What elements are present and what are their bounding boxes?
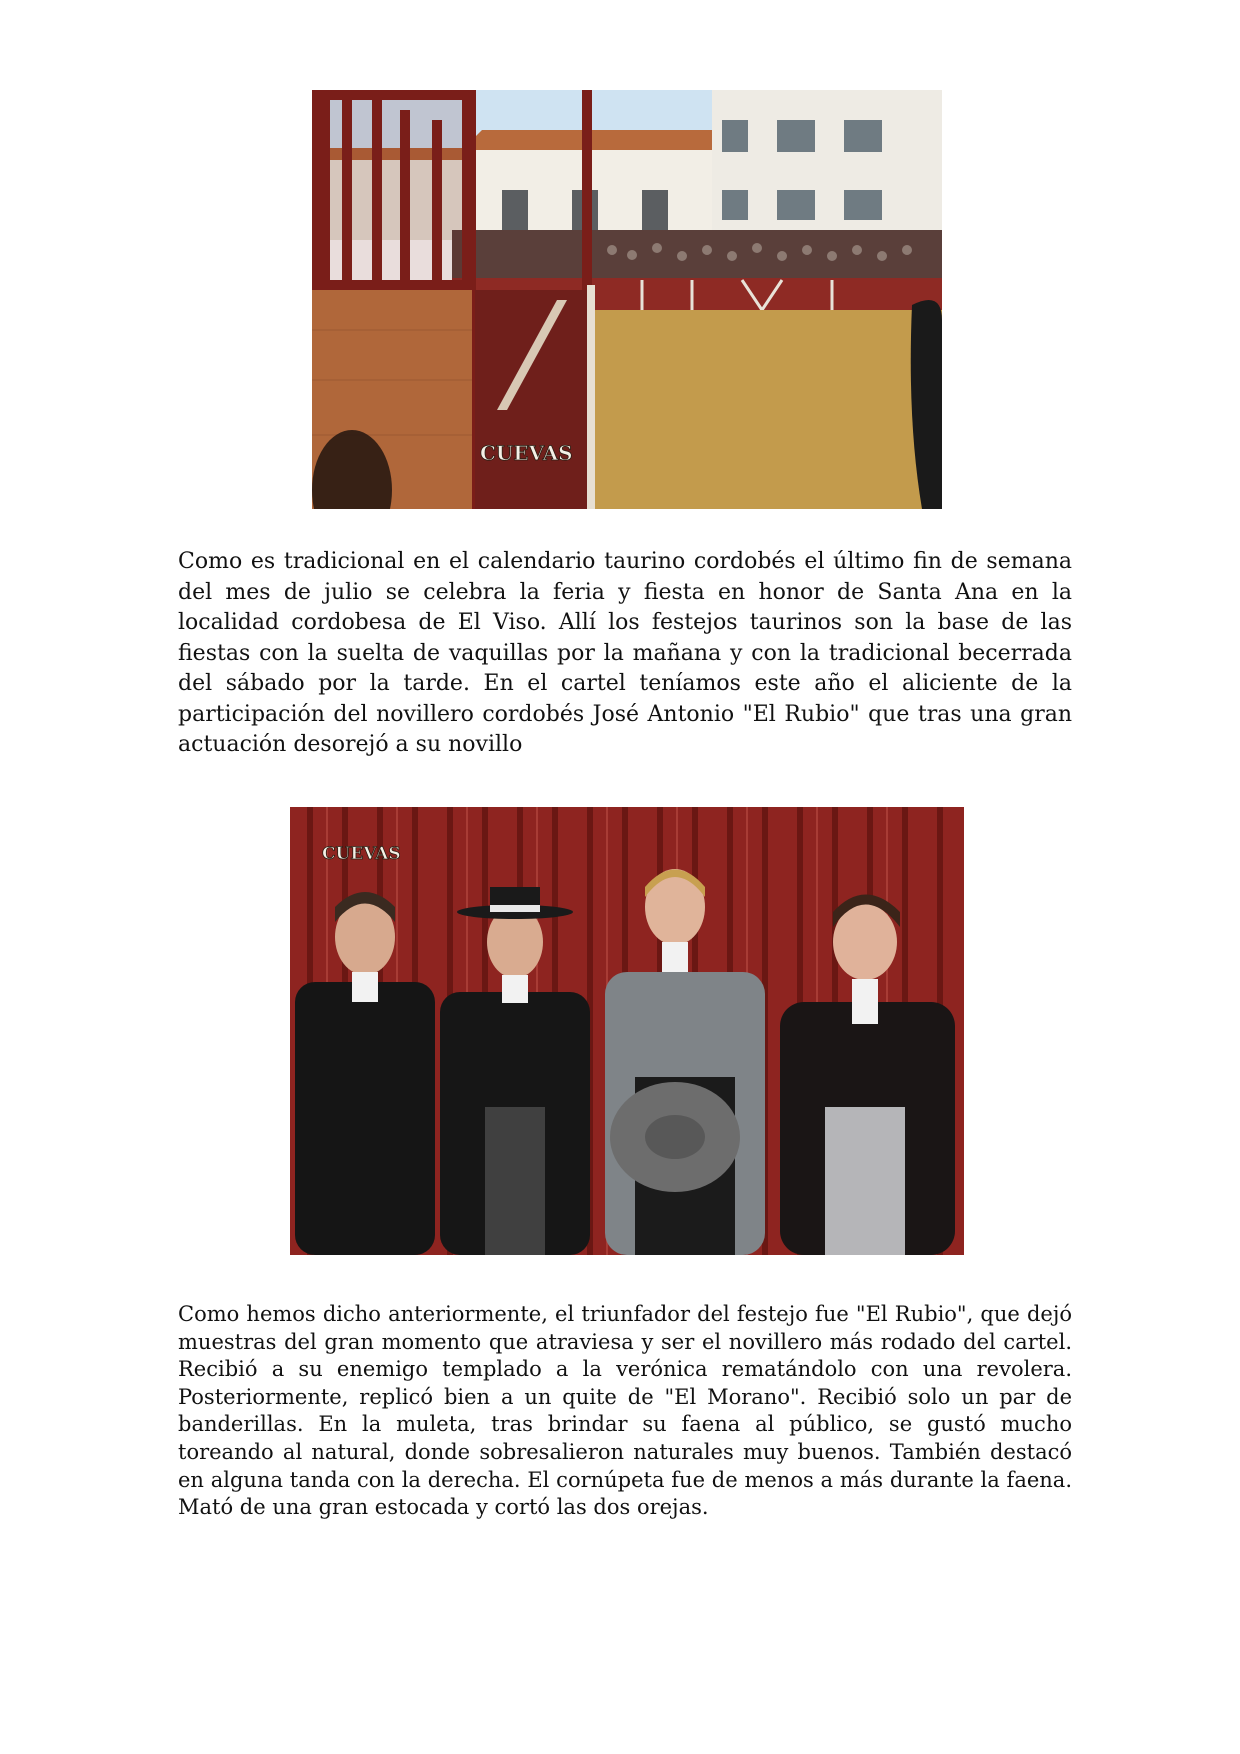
photo-watermark: CUEVAS <box>322 844 401 864</box>
bullfighters-photo <box>290 807 964 1255</box>
photo-watermark: CUEVAS <box>480 441 573 465</box>
bullring-photo <box>312 90 942 509</box>
paragraph-triumph: Como hemos dicho anteriormente, el triunfador del festejo fue "El Rubio", que dejó muestras del gran momento que atraviesa y ser el novillero más rodado del cartel. Recibió a su enemigo templado a la verónica rematándolo con una revolera. Posteriormente, replicó bien a un quite de "El Morano". Recibió solo un par de banderillas. En la muleta, tras brindar su faena al público, se gustó mucho toreando al natural, donde sobresalieron naturales muy buenos. También destacó en alguna tanda con la derecha. El cornúpeta fue de menos a más durante la faena. Mató de una gran estocada y cortó las dos orejas. <box>178 1302 1072 1520</box>
paragraph-intro: Como es tradicional en el calendario taurino cordobés el último fin de semana del mes de julio se celebra la feria y fiesta en honor de Santa Ana en la localidad cordobesa de El Viso. Allí los festejos taurinos son la base de las fiestas con la suelta de vaquillas por la mañana y con la tradicional becerrada del sábado por la tarde. En el cartel teníamos este año el aliciente de la participación del novillero cordobés José Antonio "El Rubio" que tras una gran actuación desorejó a su novillo <box>178 549 1072 757</box>
